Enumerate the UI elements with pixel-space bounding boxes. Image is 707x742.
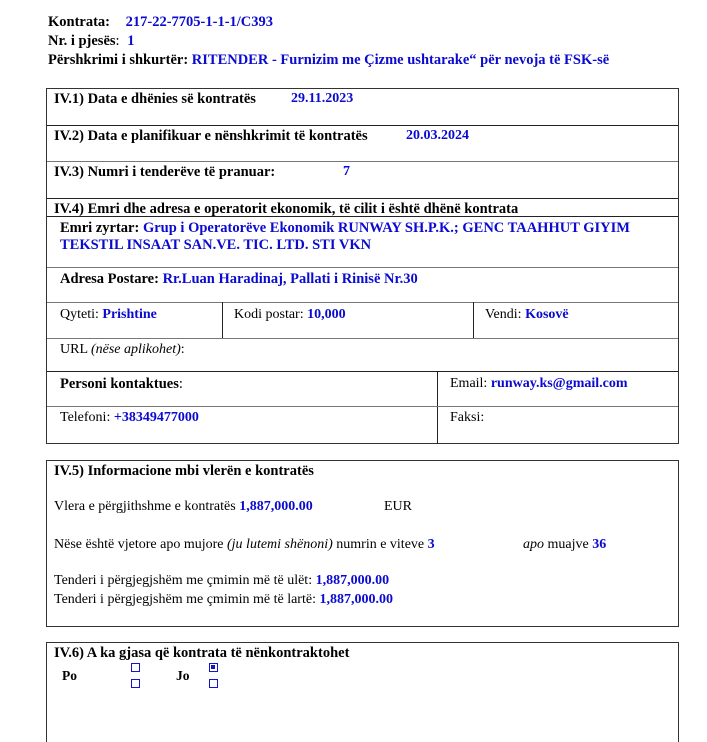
years-label: numrin e viteve: [336, 537, 425, 552]
section-iv1-iv4-box: [46, 88, 679, 444]
planned-signing-date: 20.03.2024: [406, 128, 469, 143]
divider: [437, 371, 438, 444]
divider: [47, 371, 678, 372]
iv6-label: IV.6) A ka gjasa që kontrata të nënkontraktohet: [54, 645, 350, 661]
yes-checkbox-alt[interactable]: [131, 679, 140, 688]
total-value-label: Vlera e përgjithshme e kontratës: [54, 499, 236, 514]
description-label: Përshkrimi i shkurtër:: [48, 52, 189, 68]
phone-cell: [60, 410, 199, 426]
yes-label: Po: [62, 668, 77, 683]
city-label: Qyteti:: [60, 307, 99, 322]
or-label: apo: [523, 537, 544, 552]
total-value-line: [54, 499, 313, 515]
iv4-label: IV.4) Emri dhe adresa e operatorit ekonomik, të cilit i është dhënë kontrata: [54, 201, 519, 217]
country-label: Vendi:: [485, 307, 522, 322]
divider: [47, 338, 678, 339]
duration-line: [54, 537, 435, 553]
contract-label: Kontrata:: [48, 14, 111, 30]
postal-code-value: 10,000: [307, 307, 346, 322]
section-iv6-box: [46, 642, 679, 742]
divider: [47, 406, 678, 407]
no-checkbox[interactable]: [209, 663, 218, 672]
official-name-value-2: TEKSTIL INSAAT SAN.VE. TIC. LTD. STI VKN: [60, 237, 372, 253]
email-value: runway.ks@gmail.com: [490, 376, 628, 391]
yes-checkbox[interactable]: [131, 663, 140, 672]
divider: [47, 302, 678, 303]
tenders-received-count: 7: [343, 164, 350, 179]
postal-code-cell: [234, 307, 346, 323]
url-label: URL: [60, 342, 88, 357]
postal-address-value: Rr.Luan Haradinaj, Pallati i Rinisë Nr.30: [162, 271, 418, 287]
city-cell: [60, 307, 157, 323]
divider: [222, 302, 223, 338]
divider: [47, 216, 678, 217]
official-name-value-1: Grup i Operatorëve Ekonomik RUNWAY SH.P.K.; GENC TAAHHUT GIYIM: [142, 220, 630, 236]
url-hint: (nëse aplikohet): [90, 342, 181, 357]
months-label: muajve: [547, 537, 589, 552]
duration-hint: (ju lutemi shënoni): [227, 537, 333, 552]
description-line: [48, 52, 609, 69]
part-label: Nr. i pjesës: [48, 33, 116, 49]
no-checkbox-alt[interactable]: [209, 679, 218, 688]
postal-address-line: Adresa Postare: Rr.Luan Haradinaj, Pallati i Rinisë Nr.30: [60, 271, 418, 287]
country-value: Kosovë: [525, 307, 569, 322]
months-part: [523, 537, 606, 553]
description-value: RITENDER - Furnizim me Çizme ushtarake“ për nevoja të FSK-së: [191, 52, 610, 68]
highest-tender-value: 1,887,000.00: [319, 592, 393, 607]
contract-number: 217-22-7705-1-1-1/C393: [125, 14, 274, 30]
section-iv5-box: [46, 460, 679, 627]
no-label: Jo: [176, 668, 190, 683]
divider: [473, 302, 474, 338]
part-colon: :: [115, 33, 120, 49]
months-value: 36: [592, 537, 607, 552]
divider: [47, 198, 678, 199]
award-date: 29.11.2023: [291, 91, 354, 106]
iv1-label: IV.1) Data e dhënies së kontratës: [54, 91, 256, 107]
lowest-tender-value: 1,887,000.00: [315, 573, 390, 588]
country-cell: [485, 307, 569, 323]
iv2-label: IV.2) Data e planifikuar e nënshkrimit të kontratës: [54, 128, 368, 144]
divider: [47, 125, 678, 126]
lowest-tender-label: Tenderi i përgjegjshëm me çmimin më të ulët:: [54, 573, 313, 588]
postal-code-label: Kodi postar:: [234, 307, 304, 322]
iv3-label: IV.3) Numri i tenderëve të pranuar:: [54, 164, 276, 180]
city-value: Prishtine: [102, 307, 157, 322]
years-value: 3: [427, 537, 435, 552]
total-value: 1,887,000.00: [239, 499, 313, 514]
divider: [47, 267, 678, 268]
highest-tender-label: Tenderi i përgjegjshëm me çmimin më të lartë:: [54, 592, 316, 607]
currency: EUR: [384, 499, 412, 514]
postal-address-label: Adresa Postare: [60, 271, 155, 287]
lowest-tender-line: [54, 573, 389, 589]
phone-value: +38349477000: [113, 410, 199, 425]
fax-label: Faksi:: [450, 410, 485, 425]
part-number: 1: [127, 33, 135, 49]
contact-person-label: Personi kontaktues: [60, 376, 179, 392]
duration-label: Nëse është vjetore apo mujore: [54, 537, 224, 552]
phone-label: Telefoni:: [60, 410, 111, 425]
official-name-line: Emri zyrtar: Grup i Operatorëve Ekonomik RUNWAY SH.P.K.; GENC TAAHHUT GIYIM: [60, 220, 630, 236]
part-line: [48, 33, 134, 50]
divider: [47, 161, 678, 162]
contact-person-line: Personi kontaktues:: [60, 376, 183, 392]
url-line: URL (nëse aplikohet):: [60, 342, 185, 357]
email-label: Email:: [450, 376, 488, 391]
highest-tender-line: [54, 592, 393, 608]
iv5-label: IV.5) Informacione mbi vlerën e kontratës: [54, 463, 314, 479]
contract-line: [48, 14, 273, 31]
official-name-label: Emri zyrtar: [60, 220, 135, 236]
email-cell: [450, 376, 628, 392]
